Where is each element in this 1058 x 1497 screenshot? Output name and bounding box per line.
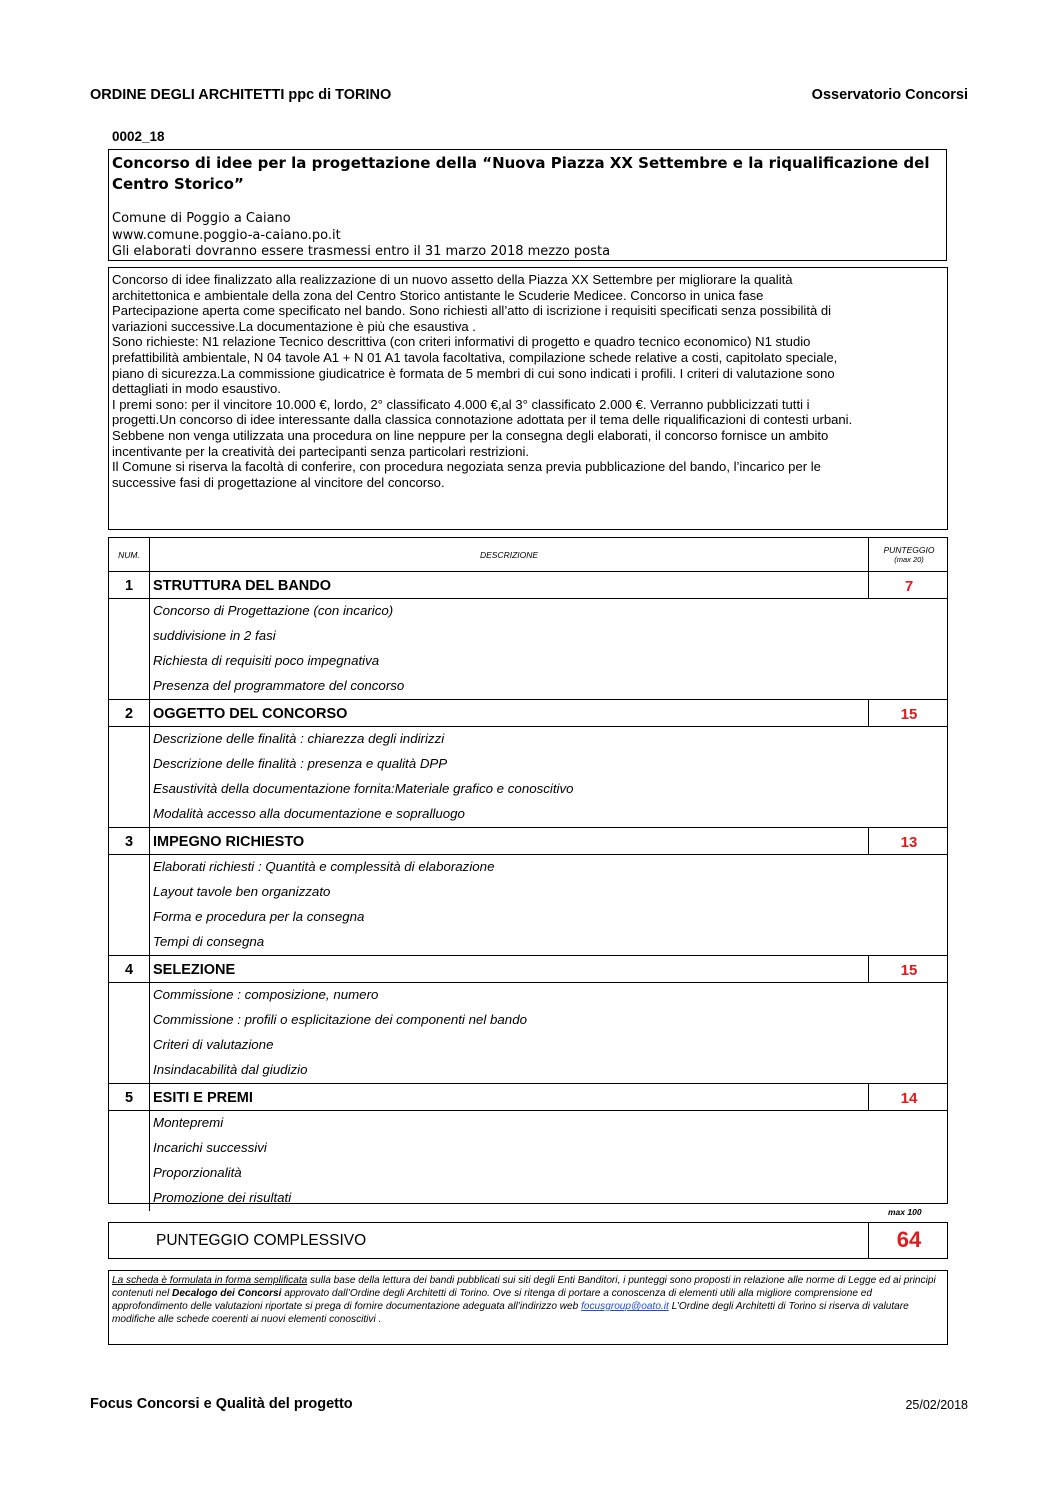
description-line: prefattibilità ambientale, N 04 tavole A1 + N 01 A1 tavola facoltativa, compilazione schede relative a costi, capitolato speciale,: [112, 349, 838, 365]
section-number: 1: [124, 578, 134, 594]
column-divider: [868, 956, 869, 983]
criterion-item: Promozione dei risultati: [153, 1190, 292, 1205]
description-line: Sebbene non venga utilizzata una procedura on line neppure per la consegna degli elaborati, il concorso fornisce un ambito: [112, 427, 829, 443]
description-line: piano di sicurezza.La commissione giudicatrice è formata de 5 membri di cui sono indicati i profili. I criteri di valutazione sono: [112, 365, 835, 381]
description-line: successive fasi di progettazione al vincitore del concorso.: [112, 474, 445, 490]
section-divider: [109, 955, 947, 956]
row-divider: [109, 982, 947, 983]
note-text-1: sulla base della lettura dei bandi pubblicati sui siti degli Enti Banditori, i punteggi sono proposti in relazione alle norme di Legge ed ai principi contenuti nel: [112, 1275, 936, 1299]
row-divider: [109, 598, 947, 599]
criterion-item: Incarichi successivi: [153, 1140, 267, 1155]
criterion-item: Commissione : composizione, numero: [153, 987, 379, 1002]
section-number: 2: [124, 706, 134, 722]
evaluation-table: [108, 537, 948, 1204]
column-divider: [868, 572, 869, 599]
description-line: incentivante per la creatività dei partecipanti senza particolari restrizioni.: [112, 443, 530, 459]
column-divider: [149, 828, 150, 855]
column-divider: [149, 700, 150, 727]
column-divider: [149, 572, 150, 599]
criterion-item: Criteri di valutazione: [153, 1037, 274, 1052]
title-box: [108, 149, 947, 261]
criterion-item: Richiesta di requisiti poco impegnativa: [153, 653, 380, 668]
criterion-item: Commissione : profili o esplicitazione dei componenti nel bando: [153, 1012, 527, 1027]
page-title: [112, 153, 932, 195]
criterion-item: Modalità accesso alla documentazione e sopralluogo: [153, 806, 465, 821]
note-decalogo: Decalogo dei Concorsi: [172, 1288, 282, 1299]
section-title: ESITI E PREMI: [153, 1090, 253, 1106]
organizer-name: Comune di Poggio a Caiano: [112, 211, 291, 226]
note-text-3: L’Ordine degli Architetti di Torino si riserva di valutare modifiche alle schede coerenti ai nuovi elementi conoscitivi .: [112, 1301, 909, 1325]
max-score-label: max 100: [888, 1207, 922, 1217]
footer-date: 25/02/2018: [905, 1398, 968, 1412]
section-score: 7: [904, 578, 914, 595]
criterion-item: Insindacabilità dal giudizio: [153, 1062, 308, 1077]
criterion-item: Elaborati richiesti : Quantità e complessità di elaborazione: [153, 859, 495, 874]
column-divider: [149, 1111, 150, 1211]
disclaimer-note: [112, 1274, 942, 1326]
total-box: [108, 1222, 948, 1259]
criterion-item: Layout tavole ben organizzato: [153, 884, 331, 899]
organizer-website: www.comune.poggio-a-caiano.po.it: [112, 227, 341, 243]
col-header-score: [869, 538, 949, 571]
column-divider: [149, 727, 150, 827]
criterion-item: Montepremi: [153, 1115, 224, 1130]
email-link[interactable]: focusgroup@oato.it: [581, 1301, 669, 1312]
section-title: OGGETTO DEL CONCORSO: [153, 706, 348, 722]
column-divider: [149, 983, 150, 1083]
criterion-item: Tempi di consegna: [153, 934, 265, 949]
note-intro: La scheda è formulata in forma semplificata: [112, 1275, 308, 1286]
criterion-item: Descrizione delle finalità : chiarezza degli indirizzi: [153, 731, 445, 746]
column-divider: [149, 1084, 150, 1111]
organizer-info: [112, 211, 610, 261]
description-text: [112, 272, 942, 490]
total-label: PUNTEGGIO COMPLESSIVO: [156, 1232, 367, 1249]
section-title: IMPEGNO RICHIESTO: [153, 834, 305, 850]
col-header-description: DESCRIZIONE: [479, 549, 539, 560]
description-line: Il Comune si riserva la facoltà di conferire, con procedura negoziata senza previa pubblicazione del bando, l’incarico per le: [112, 459, 821, 475]
header-observatory: Osservatorio Concorsi: [811, 87, 968, 103]
description-line: progetti.Un concorso di idee interessante dalla classica connotazione adottata per il tema delle riqualificazioni di contesti urbani.: [112, 412, 853, 428]
header-divider: [109, 571, 947, 572]
description-line: variazioni successive.La documentazione è più che esaustiva .: [112, 318, 476, 334]
column-divider: [868, 828, 869, 855]
section-number: 5: [124, 1090, 134, 1106]
description-line: Sono richieste: N1 relazione Tecnico descrittiva (con criteri informativi di progetto e quadro tecnico economico) N1 studio: [112, 334, 811, 350]
section-score: 15: [900, 962, 918, 979]
section-score: 15: [900, 706, 918, 723]
section-title: STRUTTURA DEL BANDO: [153, 578, 332, 594]
row-divider: [109, 726, 947, 727]
submission-deadline: Gli elaborati dovranno essere trasmessi entro il 31 marzo 2018 mezzo posta: [112, 244, 611, 259]
section-score: 13: [900, 834, 918, 851]
criterion-item: Forma e procedura per la consegna: [153, 909, 365, 924]
description-line: I premi sono: per il vincitore 10.000 €, lordo, 2° classificato 4.000 €,al 3° classificato 2.000 €. Verranno pubblicizzati tutti i: [112, 396, 810, 412]
criterion-item: Descrizione delle finalità : presenza e qualità DPP: [153, 756, 448, 771]
criterion-item: suddivisione in 2 fasi: [153, 628, 276, 643]
col-header-score-max: (max 20): [894, 554, 924, 564]
column-divider: [149, 599, 150, 699]
section-divider: [109, 699, 947, 700]
column-divider: [868, 1084, 869, 1111]
col-header-score-label: PUNTEGGIO: [883, 544, 935, 555]
header-org: ORDINE DEGLI ARCHITETTI ppc di TORINO: [90, 87, 392, 103]
title-line-2: Centro Storico”: [112, 175, 244, 193]
section-score: 14: [900, 1090, 918, 1107]
criterion-item: Presenza del programmatore del concorso: [153, 678, 405, 693]
criterion-item: Esaustività della documentazione fornita:Materiale grafico e conoscitivo: [153, 781, 574, 796]
description-box: [108, 267, 948, 530]
section-divider: [109, 827, 947, 828]
column-divider: [868, 700, 869, 727]
title-line-1: Concorso di idee per la progettazione della “Nuova Piazza XX Settembre e la riqualificazione del: [112, 154, 930, 172]
column-divider: [868, 538, 869, 572]
section-divider: [109, 1083, 947, 1084]
row-divider: [109, 854, 947, 855]
criterion-item: Proporzionalità: [153, 1165, 242, 1180]
column-divider: [149, 538, 150, 572]
description-line: Partecipazione aperta come specificato nel bando. Sono richiesti all’atto di iscrizione i requisiti specificati senza possibilità di: [112, 303, 832, 319]
note-box: [108, 1270, 948, 1345]
description-line: architettonica e ambientale della zona del Centro Storico antistante le Scuderie Medicee. Concorso in unica fase: [112, 287, 764, 303]
row-divider: [109, 1110, 947, 1111]
note-text-2: approvato dall’Ordine degli Architetti di Torino. Ove si ritenga di portare a conoscenza di elementi utili alla migliore comprensione ed approfondimento delle valutazioni riportate si prega di fornire documentazione adeguata all’indirizzo web: [112, 1288, 873, 1312]
column-divider: [149, 956, 150, 983]
footer-title: Focus Concorsi e Qualità del progetto: [90, 1396, 353, 1412]
column-divider: [149, 855, 150, 955]
total-score: 64: [896, 1227, 922, 1252]
section-number: 3: [124, 834, 134, 850]
section-title: SELEZIONE: [153, 962, 236, 978]
description-line: dettagliati in modo esaustivo.: [112, 381, 281, 397]
description-line: Concorso di idee finalizzato alla realizzazione di un nuovo assetto della Piazza XX Settembre per migliorare la qualità: [112, 272, 793, 287]
criterion-item: Concorso di Progettazione (con incarico): [153, 603, 394, 618]
col-header-num: NUM.: [118, 549, 140, 560]
section-number: 4: [124, 962, 134, 978]
record-code: 0002_18: [112, 129, 165, 144]
